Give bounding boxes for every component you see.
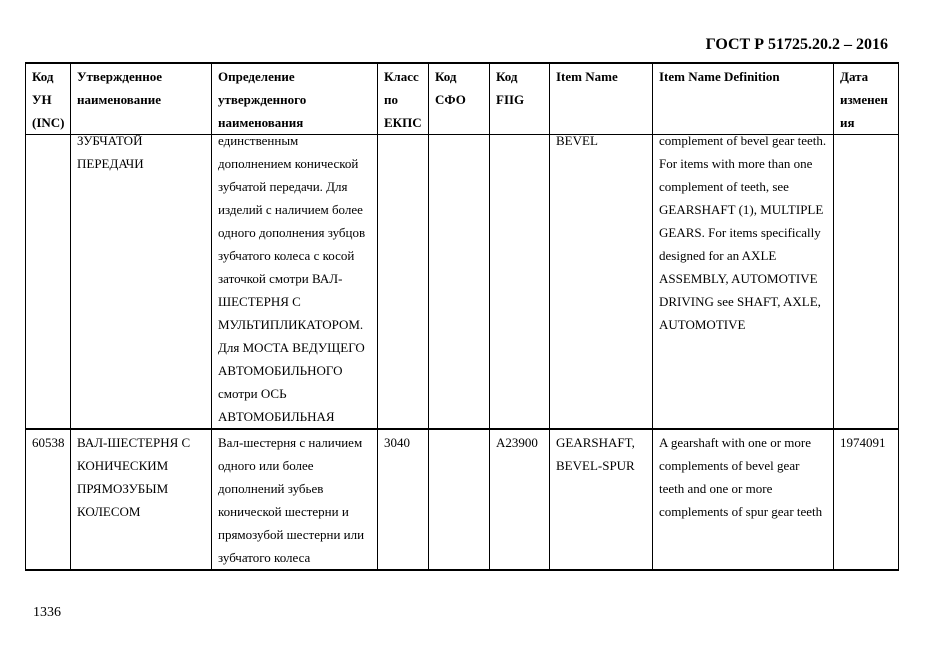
column-header-item-name-definition: Item Name Definition [653, 63, 834, 135]
column-header-fiig-code: Код FIIG [490, 63, 550, 135]
column-header-definition: Определение утвержденного наименования [212, 63, 378, 135]
cell-inc [26, 135, 71, 430]
document-code: ГОСТ Р 51725.20.2 – 2016 [705, 36, 888, 53]
table-row [26, 135, 899, 430]
cell-ekps-class [378, 135, 429, 430]
cell-item-name: BEVEL [550, 135, 653, 430]
column-header-inc: Код УН (INC) [26, 63, 71, 135]
cell-approved-name: ВАЛ-ШЕСТЕРНЯ С КОНИЧЕСКИМ ПРЯМОЗУБЫМ КОЛЕСОМ [71, 429, 212, 570]
cell-change-date [834, 135, 899, 430]
page-number: 1336 [33, 605, 61, 620]
cell-item-name-definition: A gearshaft with one or more complements of bevel gear teeth and one or more complements of spur gear teeth [653, 429, 834, 570]
column-header-change-date: Дата изменен ия [834, 63, 899, 135]
table-header-row [26, 63, 899, 135]
column-header-ekps-class: Класс по ЕКПС [378, 63, 429, 135]
cell-definition: единственным дополнением конической зубчатой передачи. Для изделий с наличием более одного дополнения зубцов зубчатого колеса с косой заточкой смотри ВАЛ- ШЕСТЕРНЯ С МУЛЬТИПЛИКАТОРОМ. Для МОСТА ВЕДУЩЕГО АВТОМОБИЛЬНОГО смотри ОСЬ АВТОМОБИЛЬНАЯ [212, 135, 378, 430]
cell-fiig-code: A23900 [490, 429, 550, 570]
cell-fiig-code [490, 135, 550, 430]
cell-sfo-code [429, 429, 490, 570]
catalog-table [25, 62, 899, 571]
cell-item-name: GEARSHAFT, BEVEL-SPUR [550, 429, 653, 570]
cell-ekps-class: 3040 [378, 429, 429, 570]
cell-sfo-code [429, 135, 490, 430]
cell-change-date: 1974091 [834, 429, 899, 570]
column-header-sfo-code: Код СФО [429, 63, 490, 135]
cell-inc: 60538 [26, 429, 71, 570]
column-header-approved-name: Утвержденное наименование [71, 63, 212, 135]
column-header-item-name: Item Name [550, 63, 653, 135]
table-row [26, 429, 899, 570]
cell-item-name-definition: complement of bevel gear teeth. For items with more than one complement of teeth, see GEARSHAFT (1), MULTIPLE GEARS. For items specifically designed for an AXLE ASSEMBLY, AUTOMOTIVE DRIVING see SHAFT, AXLE, AUTOMOTIVE [653, 135, 834, 430]
cell-approved-name: ЗУБЧАТОЙ ПЕРЕДАЧИ [71, 135, 212, 430]
cell-definition: Вал-шестерня с наличием одного или более дополнений зубьев конической шестерни и прямозубой шестерни или зубчатого колеса [212, 429, 378, 570]
